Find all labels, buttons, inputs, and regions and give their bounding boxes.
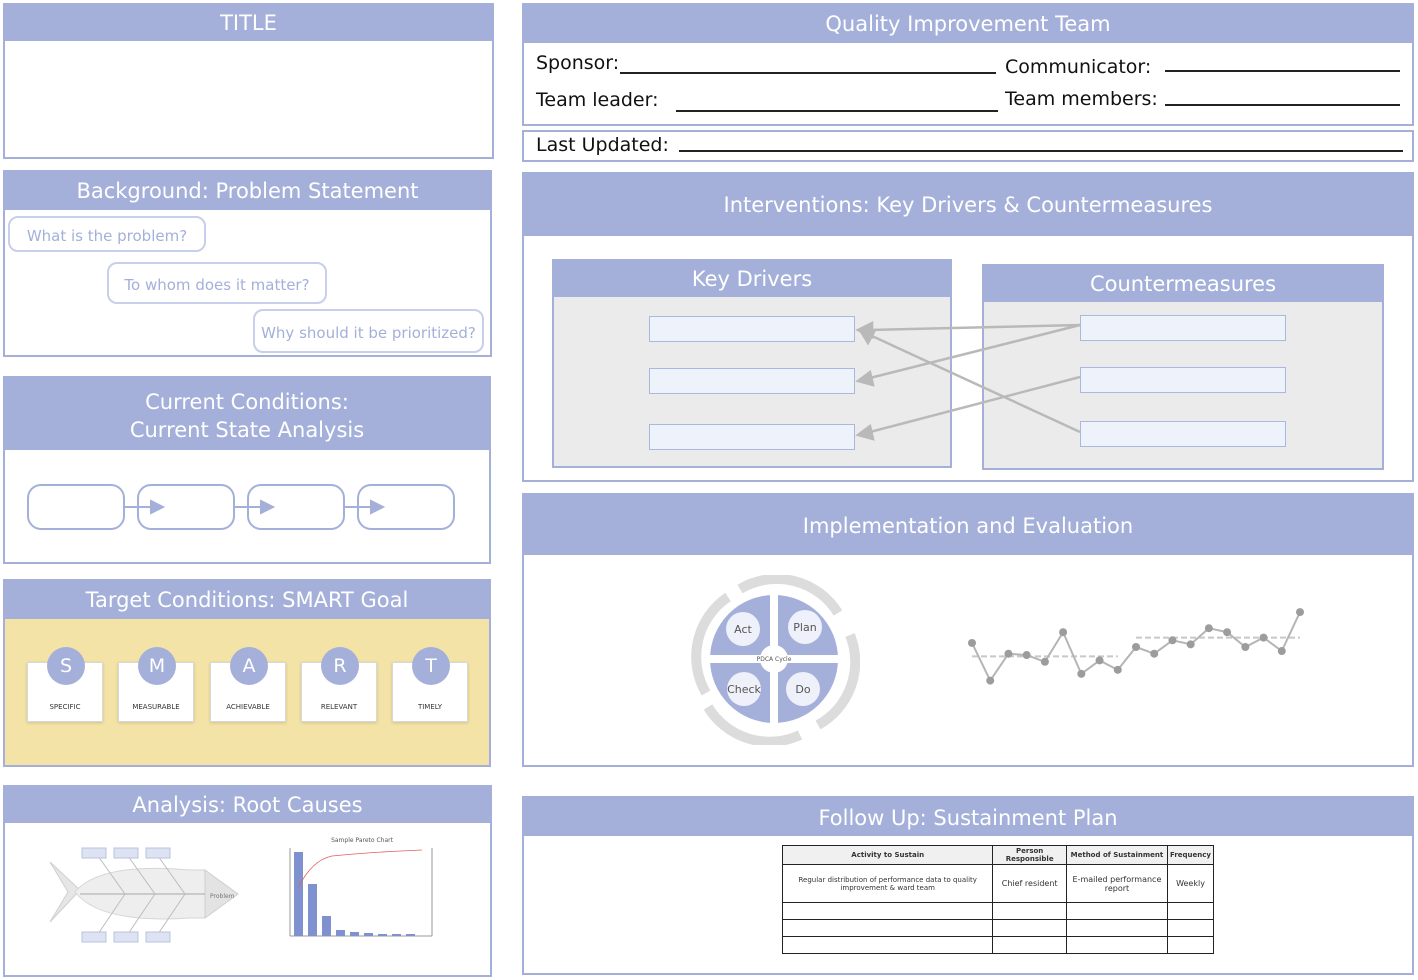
current-title-line2: Current State Analysis [129, 418, 365, 442]
run-chart-point [1023, 651, 1031, 659]
table-cell[interactable] [1066, 937, 1167, 954]
last-updated-label: Last Updated: [536, 134, 669, 156]
run-chart-point [1187, 640, 1195, 648]
table-cell[interactable] [1168, 937, 1214, 954]
pareto-title: Sample Pareto Chart [331, 837, 393, 844]
table-cell[interactable] [1066, 920, 1167, 937]
target-title: Target Conditions: SMART Goal [85, 588, 409, 612]
run-chart-point [1096, 656, 1104, 664]
smart-letter: R [321, 647, 359, 685]
smart-letter: M [138, 647, 176, 685]
run-chart-point [1223, 628, 1231, 636]
question-bubble-whom: To whom does it matter? [107, 262, 327, 304]
run-chart-point [1205, 624, 1213, 632]
team-members-label: Team members: [1005, 88, 1158, 110]
table-cell[interactable] [993, 920, 1066, 937]
smart-label: MEASURABLE [132, 703, 180, 711]
current-title-line1: Current Conditions: [145, 390, 349, 414]
smart-label: ACHIEVABLE [226, 703, 270, 711]
question-bubble-priority: Why should it be prioritized? [253, 309, 484, 353]
run-chart-point [986, 677, 994, 685]
implementation-title: Implementation and Evaluation [802, 514, 1134, 538]
run-chart-point [1296, 608, 1304, 616]
background-title: Background: Problem Statement [76, 179, 419, 203]
table-cell[interactable] [1168, 920, 1214, 937]
run-chart-point [1041, 658, 1049, 666]
table-cell: Regular distribution of performance data to quality improvement & ward team [783, 865, 993, 903]
table-cell[interactable] [783, 937, 993, 954]
smart-letter: S [47, 647, 85, 685]
implementation-header [524, 495, 1412, 555]
table-header: Frequency [1168, 846, 1214, 865]
table-cell[interactable] [993, 937, 1066, 954]
table-row [783, 920, 1214, 937]
table-header: Method of Sustainment [1066, 846, 1167, 865]
run-chart-point [1260, 634, 1268, 642]
followup-header [524, 798, 1412, 836]
table-row [783, 865, 1214, 903]
table-row [783, 937, 1214, 954]
smart-label: RELEVANT [320, 703, 358, 711]
table-header: Person Responsible [993, 846, 1066, 865]
team-leader-label: Team leader: [536, 89, 659, 111]
title-text: TITLE [220, 11, 277, 35]
followup-title: Follow Up: Sustainment Plan [818, 806, 1118, 830]
run-chart-point [1241, 643, 1249, 651]
run-chart-point [1150, 650, 1158, 658]
communicator-label: Communicator: [1005, 56, 1152, 78]
run-chart-point [968, 639, 976, 647]
table-cell[interactable] [993, 903, 1066, 920]
pdca-act: Act [734, 623, 752, 636]
smart-letter: A [230, 647, 268, 685]
sponsor-label: Sponsor: [536, 52, 620, 74]
table-cell[interactable] [783, 920, 993, 937]
run-chart-point [1168, 636, 1176, 644]
table-cell[interactable] [783, 903, 993, 920]
smart-letter: T [412, 647, 450, 685]
analysis-title: Analysis: Root Causes [132, 793, 363, 817]
smart-label: TIMELY [417, 703, 443, 711]
qi-team-title: Quality Improvement Team [825, 12, 1111, 36]
run-chart-point [1077, 670, 1085, 678]
run-chart [962, 592, 1312, 702]
run-chart-point [1059, 628, 1067, 636]
run-chart-point [1114, 666, 1122, 674]
table-row [783, 903, 1214, 920]
countermeasures-header: Countermeasures [984, 266, 1382, 302]
table-cell: Weekly [1168, 865, 1214, 903]
table-header: Activity to Sustain [783, 846, 993, 865]
table-cell[interactable] [1168, 903, 1214, 920]
table-header-row [783, 846, 1214, 865]
question-bubble-problem: What is the problem? [8, 216, 206, 252]
table-cell: Chief resident [993, 865, 1066, 903]
pdca-cycle [688, 575, 860, 745]
smart-label: SPECIFIC [49, 703, 81, 711]
run-chart-point [1278, 647, 1286, 655]
run-chart-point [1132, 643, 1140, 651]
table-cell[interactable] [1066, 903, 1167, 920]
pdca-check: Check [727, 683, 761, 696]
interventions-title: Interventions: Key Drivers & Countermeasures [723, 193, 1213, 217]
sustainment-table [782, 845, 1214, 954]
pdca-center: PDCA Cycle [756, 656, 792, 663]
fishbone-head-label: Problem [210, 893, 235, 900]
table-cell: E-mailed performance report [1066, 865, 1167, 903]
pdca-do: Do [795, 683, 811, 696]
key-drivers-header: Key Drivers [554, 261, 950, 297]
pdca-plan: Plan [793, 621, 817, 634]
run-chart-point [1004, 650, 1012, 658]
